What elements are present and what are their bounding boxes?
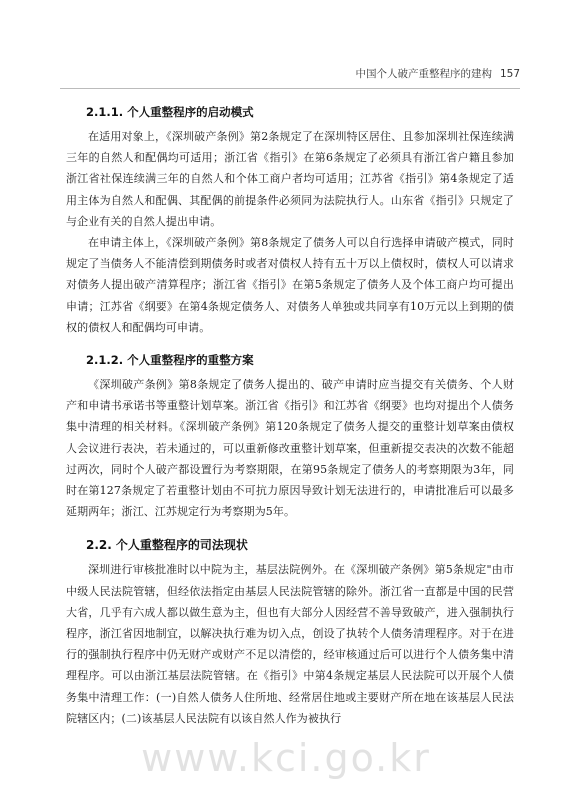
paragraph: 在申请主体上，《深圳破产条例》第8条规定了债务人可以自行选择申请破产模式，同时规定了当债务人不能清偿到期债务时或者对债权人持有五十万以上债权时，债权人可以请求对债务人提出破产清算程序；浙江省《指引》在第5条规定了债务人及个体工商户均可提出申请；江苏省《纲要》在第4条规定债务人、对债务人单独或共同享有10万元以上到期的债权的债权人和配偶均可申请。: [66, 236, 514, 334]
page-body: [66, 104, 514, 729]
page-number: 157: [499, 68, 520, 80]
section-number: 2.1.2.: [86, 353, 124, 368]
watermark: www.kci.go.kr: [141, 736, 431, 780]
section-heading-2-2: [86, 536, 514, 553]
section-heading-2-1-2: [86, 352, 514, 368]
paragraph: 深圳进行审核批准时以中院为主，基层法院例外。在《深圳破产条例》第5条规定"由市中级人民法院管辖，但经依法指定由基层人民法院管辖的除外。浙江省一直都是中国的民营大省，几乎有六成人都以做生意为主，但也有大部分人因经营不善导致破产，进入强制执行程序，浙江省因地制宜，以解决执行难为切入点，创设了执转个人债务清理程序。对于在进行的强制执行程序中仍无财产或财产不足以清偿的，经审核通过后可以进行个人债务集中清理程序。可以由浙江基层法院管辖。在《指引》中第4条规定基层人民法院可以开展个人债务集中清理工作：(一)自然人债务人住所地、经常居住地或主要财产所在地在该基层人民法院辖区内；(二)该基层人民法院有以该自然人作为被执行: [66, 563, 514, 725]
section-title: 个人重整程序的重整方案: [127, 353, 254, 368]
paragraph: 在适用对象上，《深圳破产条例》第2条规定了在深圳特区居住、且参加深圳社保连续满三年的自然人和配偶均可适用；浙江省《指引》在第6条规定了必须具有浙江省户籍且参加浙江省社保连续满三年的自然人和个体工商户者均可适用；江苏省《指引》第4条规定了适用主体为自然人和配偶、其配偶的前提条件必须同为法院执行人。山东省《指引》只规定了与企业有关的自然人提出申请。: [66, 130, 514, 228]
running-title: 中国个人破产重整程序的建构: [355, 68, 492, 80]
section-number: 2.1.1.: [86, 105, 124, 119]
section-number: 2.2.: [86, 538, 112, 553]
section-heading-2-1-1: [86, 104, 514, 120]
section-title: 个人重整程序的启动模式: [127, 105, 254, 119]
running-header: [355, 66, 520, 81]
section-title: 个人重整程序的司法现状: [115, 538, 248, 553]
paragraph: 《深圳破产条例》第8条规定了债务人提出的、破产申请时应当提交有关债务、个人财产和申请书承诺书等重整计划草案。浙江省《指引》和江苏省《纲要》也均对提出个人债务集中清理的相关材料。《深圳破产条例》第120条规定了债务人提交的重整计划草案由债权人会议进行表决，若未通过的，可以重新修改重整计划草案，但重新提交表决的次数不能超过两次，同时个人破产都设置行为考察期限，在第95条规定了债务人的考察期限为3年，同时在第127条规定了若重整计划由不可抗力原因导致计划无法进行的，申请批准后可以最多延期两年；浙江、江苏规定行为考察期为5年。: [66, 378, 514, 519]
header-rule: [60, 88, 520, 89]
